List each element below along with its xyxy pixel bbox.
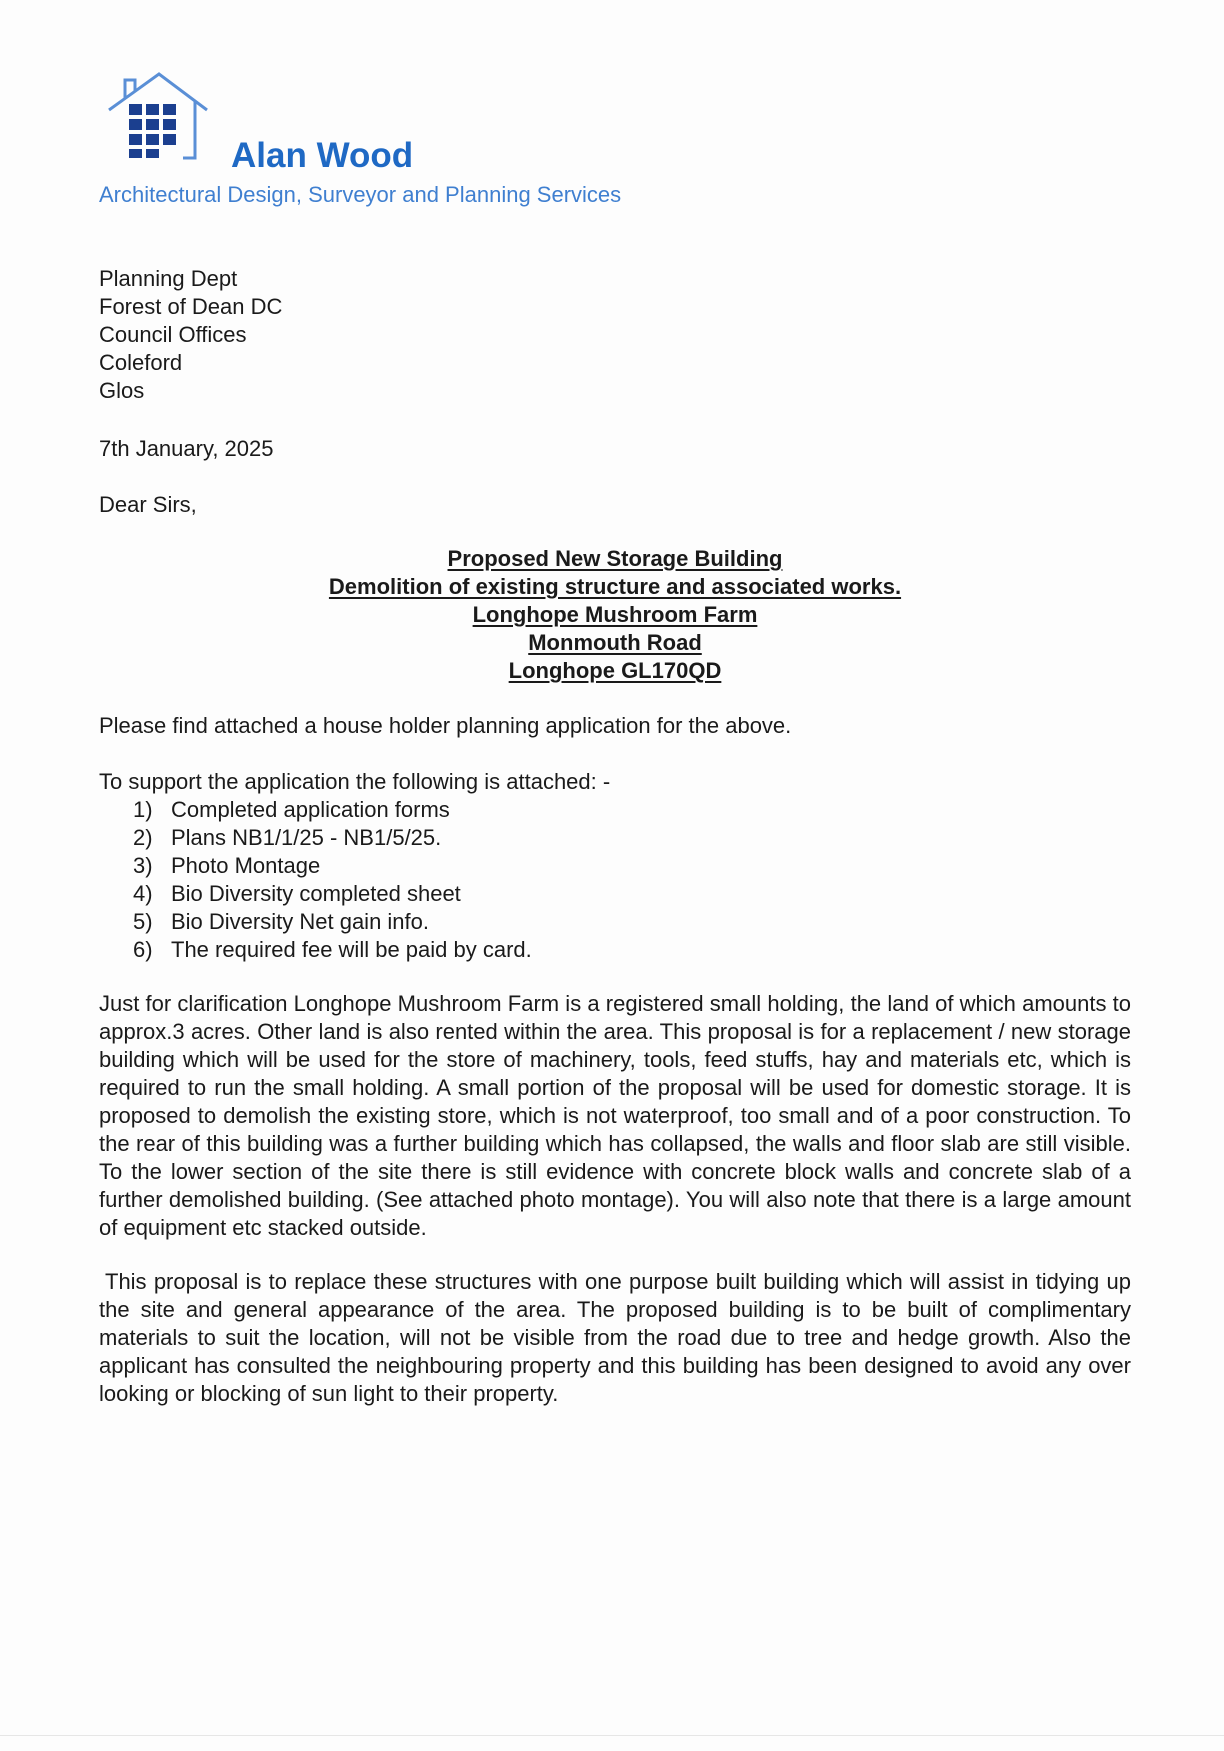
company-tagline: Architectural Design, Surveyor and Planning Services — [99, 182, 622, 207]
subject-line: Longhope GL170QD — [508, 658, 722, 683]
page-bottom-rule — [0, 1735, 1224, 1736]
intro-sentence: Please find attached a house holder planning application for the above. — [99, 713, 792, 738]
subject-line: Monmouth Road — [528, 630, 702, 655]
address-line: Council Offices — [99, 322, 247, 347]
address-line: Glos — [99, 378, 145, 403]
body-paragraph: Just for clarification Longhope Mushroom Farm is a registered small holding, the land of which amounts to approx.3 acres. Other land is also rented within the area. This proposal is for a replacement / new storage building which will be used for the store of machinery, tools, feed stuffs, hay and materials etc, which is required to run the small holding. A small portion of the proposal will be used for domestic storage. It is proposed to demolish the existing store, which is not waterproof, too small and of a poor construction. To the rear of this building was a further building which has collapsed, the walls and floor slab are still visible. To the lower section of the site there is still evidence with concrete block walls and concrete slab of a further demolished building. (See attached photo montage). You will also note that there is a large amount of equipment etc stacked outside. — [99, 991, 1131, 1240]
list-item: 3) Photo Montage — [133, 853, 321, 878]
recipient-address — [99, 265, 282, 405]
company-name: Alan Wood — [231, 136, 414, 175]
house-grid-logo-icon — [103, 70, 215, 166]
body-paragraph: This proposal is to replace these structures with one purpose built building which will assist in tidying up the site and general appearance of the area. The proposed building is to be built of complimentary materials to suit the location, will not be visible from the road due to tree and hedge growth. Also the applicant has consulted the neighbouring property and this building has been designed to avoid any over looking or blocking of sun light to their property. — [99, 1269, 1131, 1406]
attachments-list — [133, 796, 532, 964]
subject-line: Longhope Mushroom Farm — [472, 602, 758, 627]
list-item: 4) Bio Diversity completed sheet — [133, 881, 461, 906]
address-line: Forest of Dean DC — [99, 294, 283, 319]
address-line: Coleford — [99, 350, 183, 375]
list-item: 1) Completed application forms — [133, 797, 450, 822]
subject-heading — [99, 545, 1131, 685]
attachments-lead: To support the application the following is attached: - — [99, 769, 611, 794]
address-line: Planning Dept — [99, 266, 238, 291]
list-item: 2) Plans NB1/1/25 - NB1/5/25. — [133, 825, 442, 850]
list-item: 5) Bio Diversity Net gain info. — [133, 909, 429, 934]
letter-date: 7th January, 2025 — [99, 436, 274, 461]
list-item: 6) The required fee will be paid by card. — [133, 937, 532, 962]
salutation: Dear Sirs, — [99, 492, 197, 517]
subject-line: Proposed New Storage Building — [447, 546, 783, 571]
subject-line: Demolition of existing structure and associated works. — [328, 574, 902, 599]
